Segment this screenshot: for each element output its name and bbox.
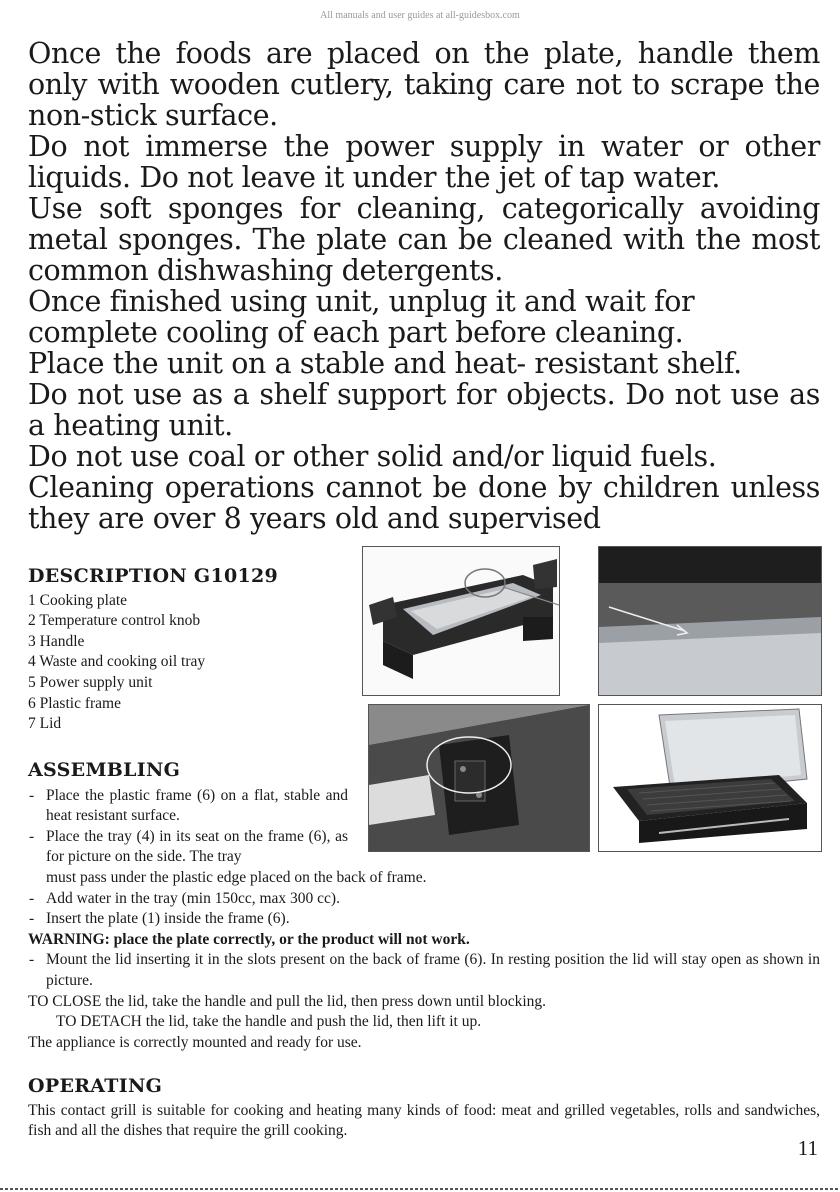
paragraph: Use soft sponges for cleaning, categorically avoiding metal sponges. The plate can be cleaned with the most common dishwashing detergents.	[28, 192, 820, 287]
frame-with-tray-photo	[362, 546, 560, 696]
list-item: - Add water in the tray (min 150cc, max 300 cc).	[28, 889, 820, 910]
assembling-heading: ASSEMBLING	[28, 759, 181, 781]
list-item: 3 Handle	[28, 632, 85, 650]
ready-text: The appliance is correctly mounted and ready for use.	[28, 1033, 362, 1051]
list-item: - Place the tray (4) in its seat on the frame (6), as for picture on the side. The tray	[28, 827, 348, 868]
list-item: 5 Power supply unit	[28, 673, 153, 691]
lid-slot-detail-photo	[368, 704, 590, 852]
list-item: 1 Cooking plate	[28, 591, 128, 609]
description-heading: DESCRIPTION G10129	[28, 565, 279, 587]
list-item: 7 Lid	[28, 715, 62, 733]
operating-heading: OPERATING	[28, 1075, 163, 1097]
list-item-continuation: must pass under the plastic edge placed on the back of frame.	[46, 868, 427, 886]
operating-section	[28, 1076, 820, 1142]
list-item: 2 Temperature control knob	[28, 612, 201, 630]
watermark: All manuals and user guides at all-guidesbox.com	[320, 10, 520, 21]
paragraph: Once finished using unit, unplug it and wait for complete cooling of each part before cleaning.	[28, 285, 695, 349]
page-bottom-rule	[0, 1188, 840, 1190]
page-number: 11	[797, 1136, 818, 1160]
tray-edge-detail-photo	[598, 546, 822, 696]
list-item: 6 Plastic frame	[28, 694, 121, 712]
warning-text: WARNING: place the plate correctly, or the product will not work.	[28, 930, 470, 948]
detach-instruction: TO DETACH the lid, take the handle and push the lid, then lift it up.	[56, 1013, 482, 1031]
list-item: - Place the plastic frame (6) on a flat, stable and heat resistant surface.	[28, 786, 348, 827]
paragraph: Once the foods are placed on the plate, handle them only with wooden cutlery, taking care not to scrape the non-stick surface.	[28, 37, 820, 132]
list-item: - Mount the lid inserting it in the slots present on the back of frame (6). In resting position the lid will stay open as shown in picture.	[28, 950, 820, 991]
list-item: - Insert the plate (1) inside the frame (6).	[28, 909, 820, 930]
paragraph: Do not immerse the power supply in water or other liquids. Do not leave it under the jet of tap water.	[28, 130, 820, 194]
grill-open-lid-photo	[598, 704, 822, 852]
paragraph: Do not use coal or other solid and/or liquid fuels.	[28, 440, 717, 473]
operating-text: This contact grill is suitable for cooking and heating many kinds of food: meat and grilled vegetables, rolls and sandwiches, fish and all the dishes that require the grill cooking.	[28, 1101, 820, 1140]
list-item: 4 Waste and cooking oil tray	[28, 653, 206, 671]
safety-text	[28, 38, 820, 534]
paragraph: Place the unit on a stable and heat- resistant shelf.	[28, 347, 742, 380]
paragraph: Do not use as a shelf support for objects. Do not use as a heating unit.	[28, 378, 820, 442]
description-section	[28, 566, 358, 735]
close-instruction: TO CLOSE the lid, take the handle and pull the lid, then press down until blocking.	[28, 992, 547, 1010]
paragraph: Cleaning operations cannot be done by children unless they are over 8 years old and supervised	[28, 471, 820, 535]
